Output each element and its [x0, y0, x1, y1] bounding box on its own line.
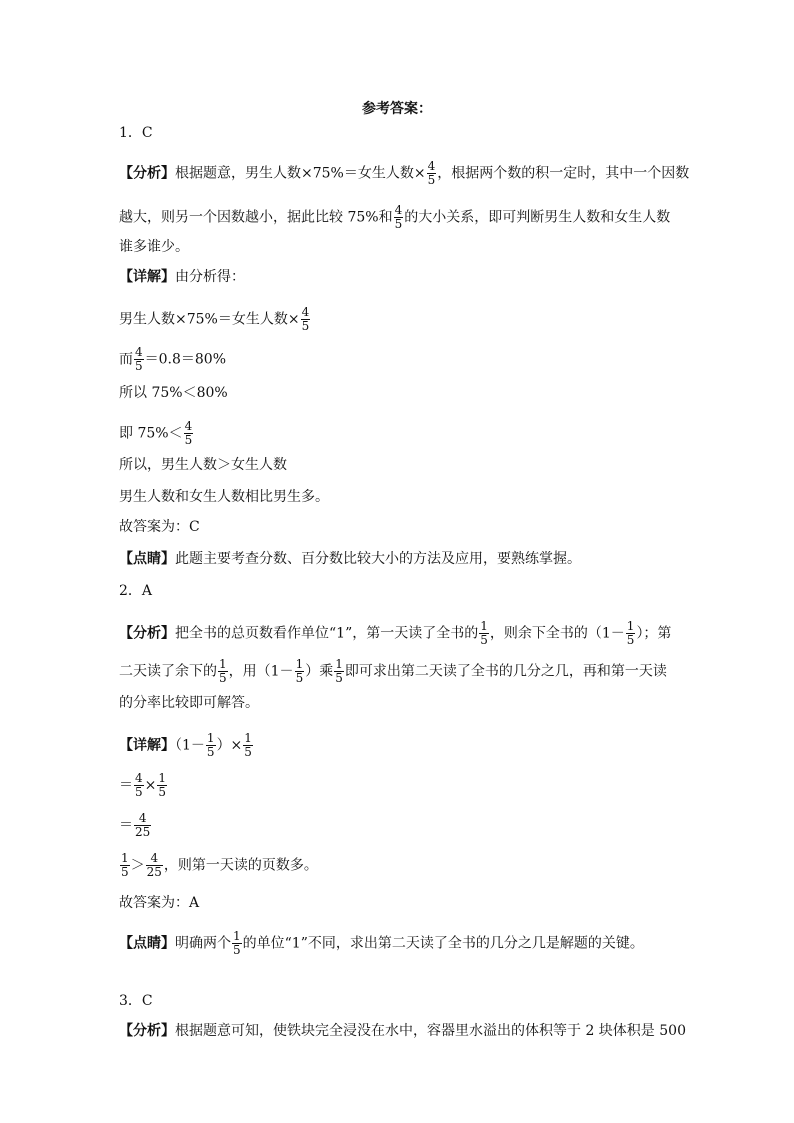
fraction-1-5: $\frac{1}{5}$: [295, 657, 304, 685]
analysis-tag: 【分析】: [119, 165, 175, 182]
fraction-4-5: $\frac{4}{5}$: [184, 419, 193, 447]
q2-detail-3: ＝ $\frac{4}{25}$: [119, 811, 151, 839]
comment-tag: 【点睛】: [119, 551, 175, 567]
q2-number: 2．A: [119, 583, 153, 599]
fraction-4-5: $\frac{4}{5}$: [135, 345, 143, 373]
q1-detail-intro: 【详解】由分析得：: [119, 269, 245, 285]
q1-answer: 故答案为：C: [119, 519, 200, 535]
q1-comment: 【点睛】此题主要考查分数、百分数比较大小的方法及应用，要熟练掌握。: [119, 551, 581, 567]
fraction-1-5: $\frac{1}{5}$: [121, 851, 129, 879]
fraction-1-5: $\frac{1}{5}$: [233, 929, 241, 957]
q2-analysis-line-2: 二天读了余下的 $\frac{1}{5}$ ，用（1－ $\frac{1}{5}$ ）乘 $\frac{1}{5}$ 即可求出第二天读了全书的几分之几，再和第一天读: [119, 657, 667, 685]
q1-step-5: 所以，男生人数＞女生人数: [119, 457, 287, 473]
fraction-1-5: $\frac{1}{5}$: [158, 771, 167, 799]
q2-analysis-line-3: 的分率比较即可解答。: [119, 695, 259, 711]
fraction-4-5: $\frac{4}{5}$: [135, 771, 143, 799]
q2-analysis-line-1: 【分析】把全书的总页数看作单位“1”，第一天读了全书的 $\frac{1}{5}$ ，则余下全书的（1－ $\frac{1}{5}$ ）；第: [119, 619, 672, 647]
fraction-1-5: $\frac{1}{5}$: [480, 619, 488, 647]
fraction-4-25: $\frac{4}{25}$: [135, 811, 151, 839]
q1-step-3: 所以 75%＜80%: [119, 385, 228, 401]
q1-analysis-line-2: 越大，则另一个因数越小，据此比较 75%和 $\frac{4}{5}$ 的大小关系，即可判断男生人数和女生人数: [119, 203, 671, 231]
q3-number: 3．C: [119, 993, 153, 1009]
fraction-4-25: $\frac{4}{25}$: [146, 851, 162, 879]
fraction-1-5: $\frac{1}{5}$: [626, 619, 635, 647]
q2-detail-2: ＝ $\frac{4}{5}$ × $\frac{1}{5}$: [119, 771, 167, 799]
fraction-1-5: $\frac{1}{5}$: [244, 731, 252, 759]
q2-detail-1: 【详解】（1－ $\frac{1}{5}$ ）× $\frac{1}{5}$: [119, 731, 252, 759]
q1-step-6: 男生人数和女生人数相比男生多。: [119, 489, 329, 505]
page-title: 参考答案：: [362, 101, 432, 117]
detail-tag: 【详解】: [119, 269, 175, 285]
q2-answer: 故答案为：A: [119, 895, 200, 911]
fraction-4-5: $\frac{4}{5}$: [394, 203, 403, 231]
fraction-1-5: $\frac{1}{5}$: [206, 731, 215, 759]
q1-analysis-line-3: 谁多谁少。: [119, 239, 189, 255]
q1-step-2: 而 $\frac{4}{5}$ ＝0.8＝80%: [119, 345, 227, 373]
fraction-1-5: $\frac{1}{5}$: [335, 657, 343, 685]
fraction-4-5: $\frac{4}{5}$: [427, 159, 436, 187]
q1-step-4: 即 75%＜ $\frac{4}{5}$: [119, 419, 193, 447]
q3-analysis-line-1: 【分析】根据题意可知，使铁块完全浸没在水中，容器里水溢出的体积等于 2 块体积是 500: [119, 1023, 686, 1039]
q1-analysis-line-1: 【分析】根据题意，男生人数×75%＝女生人数× $\frac{4}{5}$ ，根据两个数的积一定时，其中一个因数: [119, 159, 690, 187]
fraction-1-5: $\frac{1}{5}$: [219, 657, 227, 685]
q2-detail-4: $\frac{1}{5}$ ＞ $\frac{4}{25}$ ，则第一天读的页数多。: [121, 851, 318, 879]
q1-step-1: 男生人数×75%＝女生人数× $\frac{4}{5}$: [119, 305, 310, 333]
fraction-4-5: $\frac{4}{5}$: [301, 305, 310, 333]
q1-number: 1．C: [119, 125, 153, 141]
q2-comment: 【点睛】明确两个 $\frac{1}{5}$ 的单位“1”不同，求出第二天读了全书的几分之几是解题的关键。: [119, 929, 644, 957]
